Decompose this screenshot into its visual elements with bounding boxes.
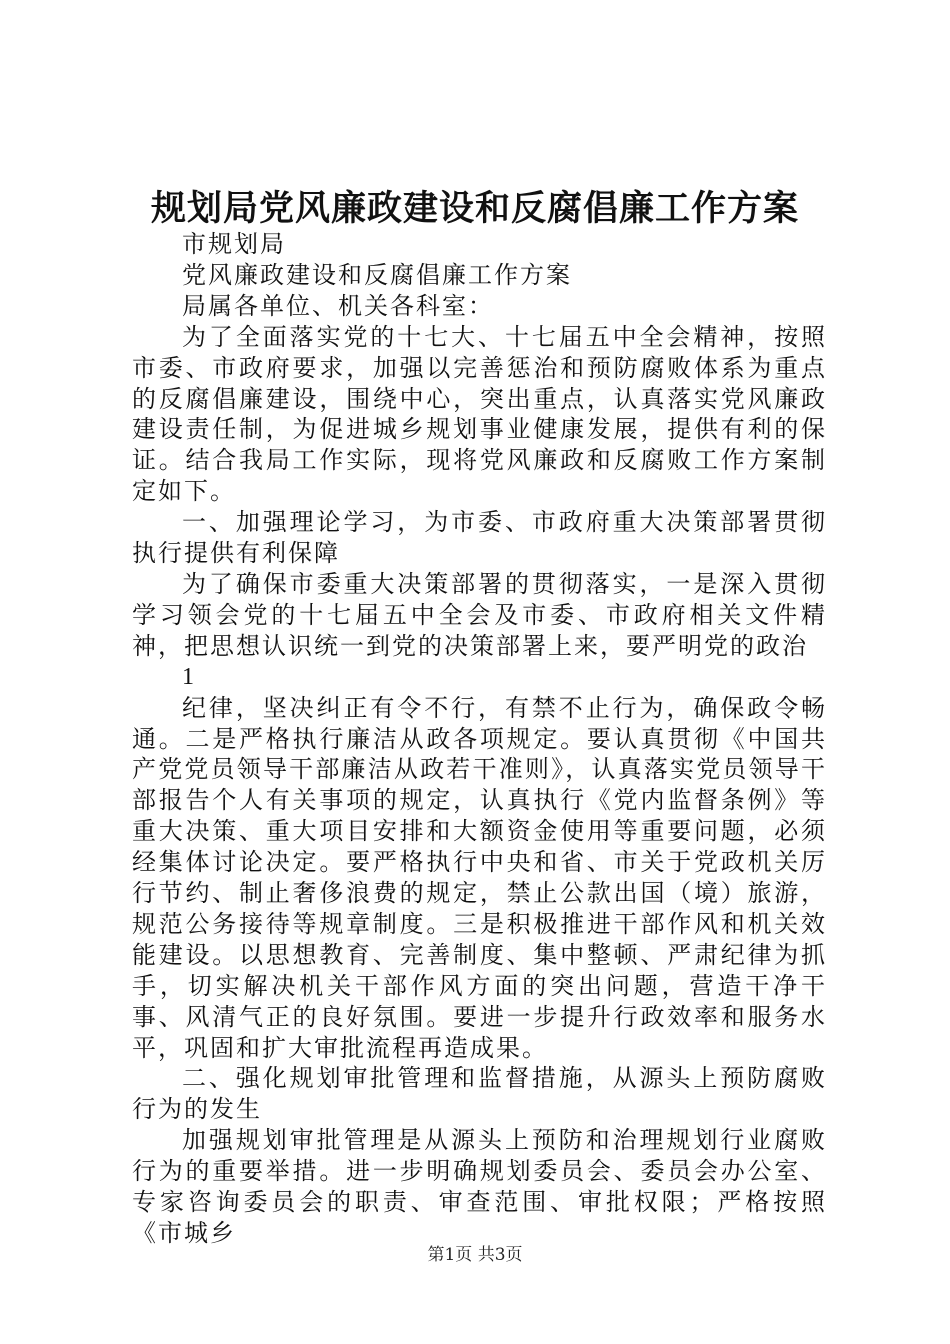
addressee-line: 局属各单位、机关各科室： xyxy=(182,291,494,320)
body-paragraph: 纪律，坚决纠正有令不行，有禁不止行为，确保政令畅通。二是严格执行廉洁从政各项规定。要认真贯彻《中国共产党党员领导干部廉洁从政若干准则》，认真落实党员领导干部报告个人有关事项的规定，认真执行《党内监督条例》等重大决策、重大项目安排和大额资金使用等重要问题，必须经集体讨论决定。要严格执行中央和省、市关于党政机关厉行节约、制止奢侈浪费的规定，禁止公款出国（境）旅游，规范公务接待等规章制度。三是积极推进干部作风和机关效能建设。以思想教育、完善制度、集中整顿、严肃纪律为抓手，切实解决机关干部作风方面的突出问题，营造干净干事、风清气正的良好氛围。要进一步提升行政效率和服务水平，巩固和扩大审批流程再造成果。 xyxy=(132,693,827,1062)
document-title: 规划局党风廉政建设和反腐倡廉工作方案 xyxy=(150,188,799,229)
section-heading-2: 二、强化规划审批管理和监督措施，从源头上预防腐败行为的发生 xyxy=(132,1064,827,1124)
section-heading-1: 一、加强理论学习，为市委、市政府重大决策部署贯彻执行提供有利保障 xyxy=(132,508,827,568)
inline-page-number: 1 xyxy=(182,663,196,690)
intro-paragraph: 为了全面落实党的十七大、十七届五中全会精神，按照市委、市政府要求，加强以完善惩治和预防腐败体系为重点的反腐倡廉建设，围绕中心，突出重点，认真落实党风廉政建设责任制，为促进城乡规划事业健康发展，提供有利的保证。结合我局工作实际，现将党风廉政和反腐败工作方案制定如下。 xyxy=(132,322,827,506)
body-paragraph: 加强规划审批管理是从源头上预防和治理规划行业腐败行为的重要举措。进一步明确规划委员会、委员会办公室、专家咨询委员会的职责、审查范围、审批权限；严格按照《市城乡 xyxy=(132,1126,827,1247)
subtitle-line: 党风廉政建设和反腐倡廉工作方案 xyxy=(182,260,572,289)
document-body xyxy=(132,229,827,1249)
page-footer: 第1页 共3页 xyxy=(427,1245,523,1265)
body-paragraph: 为了确保市委重大决策部署的贯彻落实，一是深入贯彻学习领会党的十七届五中全会及市委、市政府相关文件精神，把思想认识统一到党的决策部署上来，要严明党的政治 xyxy=(132,569,827,660)
issuer-line: 市规划局 xyxy=(182,230,286,258)
